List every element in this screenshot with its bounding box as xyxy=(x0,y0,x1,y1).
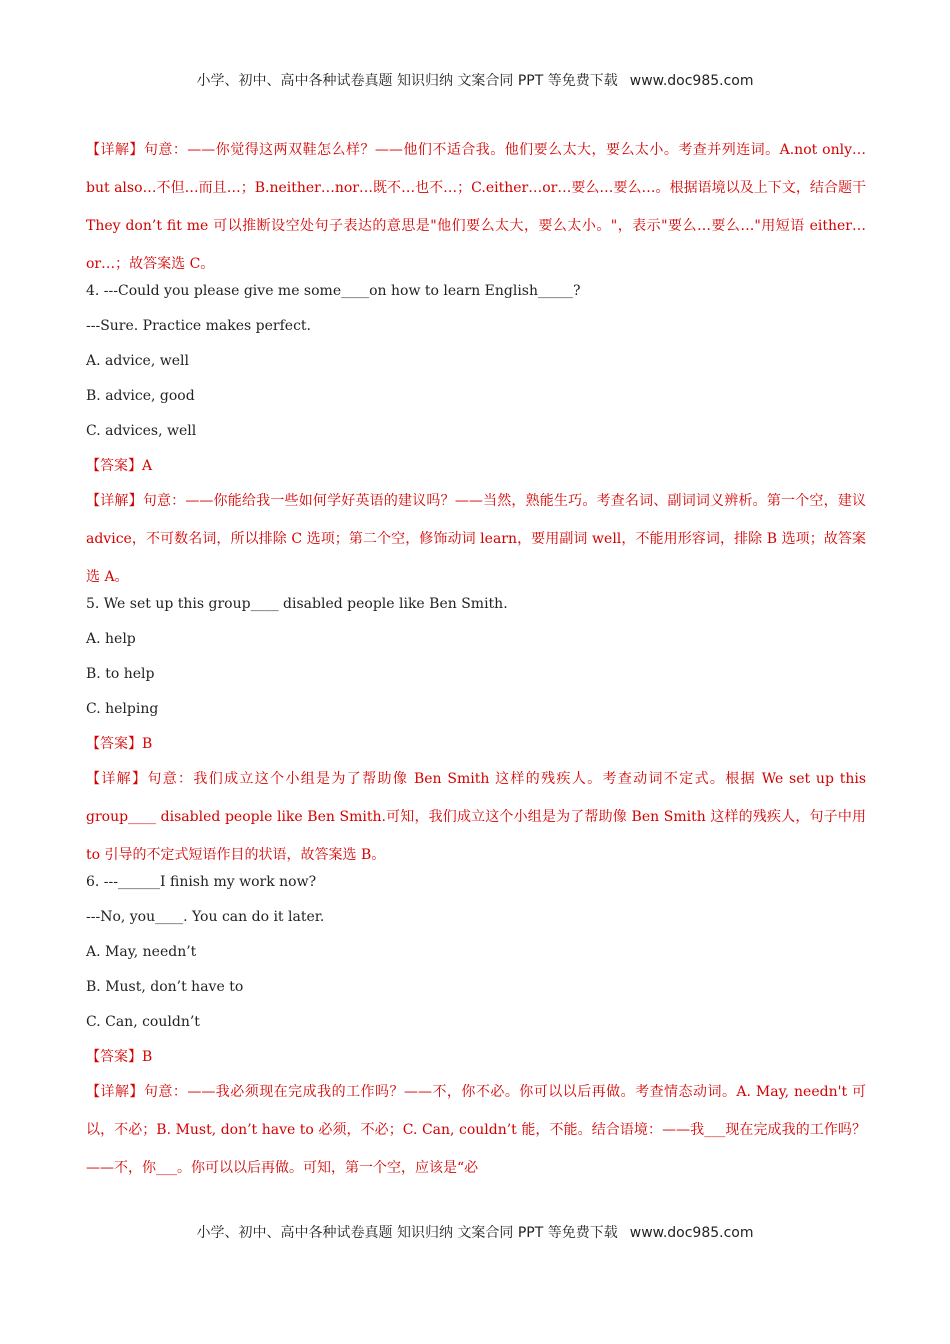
document-body xyxy=(86,140,866,1185)
explanation-block xyxy=(86,482,866,596)
question-dialogue: ---No, you____. You can do it later. xyxy=(86,909,325,925)
header-site: www.doc985.com xyxy=(629,73,754,89)
option-c: C. advices, well xyxy=(86,423,197,439)
option-a: A. May, needn’t xyxy=(86,944,197,960)
answer-line xyxy=(86,1047,866,1067)
page-footer xyxy=(0,1222,950,1242)
explanation-text: 句意：——我必须现在完成我的工作吗？——不，你不必。你可以以后再做。考查情态动词。A. May, needn't 可以，不必；B. Must, don’t have to 必须，不必；C. Can, couldn’t 能，不能。结合语境：——我___现在完成我的工作吗？——不，你___。你可以以后再做。可知，第一个空，应该是“必 xyxy=(86,1084,866,1176)
footer-text: 小学、初中、高中各种试卷真题 知识归纳 文案合同 PPT 等免费下载 xyxy=(196,1225,618,1241)
option-c: C. helping xyxy=(86,701,159,717)
header-text: 小学、初中、高中各种试卷真题 知识归纳 文案合同 PPT 等免费下载 xyxy=(196,73,618,89)
explanation-text: 句意：我们成立这个小组是为了帮助像 Ben Smith 这样的残疾人。考查动词不定式。根据 We set up this group____ disabled people like Ben Smith.可知，我们成立这个小组是为了帮助像 Ben Smith 这样的残疾人，句子中用 to 引导的不定式短语作目的状语，故答案选 B。 xyxy=(86,771,867,863)
answer-line xyxy=(86,734,866,754)
question-stem: 4. ---Could you please give me some____on how to learn English_____? xyxy=(86,283,581,299)
option-b: B. advice, good xyxy=(86,388,195,404)
explanation-block xyxy=(86,131,866,283)
page-header xyxy=(0,70,950,90)
option-a: A. help xyxy=(86,631,136,647)
explanation-text: 句意：——你能给我一些如何学好英语的建议吗？——当然，熟能生巧。考查名词、副词词义辨析。第一个空，建议 advice，不可数名词，所以排除 C 选项；第二个空，修饰动词 learn，要用副词 well，不能用形容词，排除 B 选项；故答案选 A。 xyxy=(86,493,867,585)
option-a: A. advice, well xyxy=(86,353,189,369)
answer-value: B xyxy=(142,1049,153,1065)
question-stem: 5. We set up this group____ disabled people like Ben Smith. xyxy=(86,596,508,612)
option-b: B. Must, don’t have to xyxy=(86,979,244,995)
explanation-block xyxy=(86,760,866,874)
explanation-label: 【详解】 xyxy=(86,142,144,158)
answer-label: 【答案】 xyxy=(86,736,142,752)
answer-line xyxy=(86,456,866,476)
question-dialogue: ---Sure. Practice makes perfect. xyxy=(86,318,312,334)
explanation-label: 【详解】 xyxy=(86,771,148,787)
explanation-block xyxy=(86,1073,866,1187)
explanation-label: 【详解】 xyxy=(86,493,143,509)
option-b: B. to help xyxy=(86,666,155,682)
answer-label: 【答案】 xyxy=(86,458,142,474)
option-c: C. Can, couldn’t xyxy=(86,1014,200,1030)
answer-value: A xyxy=(142,458,153,474)
explanation-label: 【详解】 xyxy=(86,1084,144,1100)
answer-label: 【答案】 xyxy=(86,1049,142,1065)
answer-value: B xyxy=(142,736,153,752)
footer-site: www.doc985.com xyxy=(629,1225,754,1241)
explanation-text: 句意：——你觉得这两双鞋怎么样？——他们不适合我。他们要么太大，要么太小。考查并列连词。A.not only…but also…不但…而且…；B.neither…nor…既不…也不…；C.either…or…要么…要么…。根据语境以及上下文，结合题干 They don’t fit me 可以推断设空处句子表达的意思是"他们要么太大，要么太小。"，表示"要么…要么…"用短语 either…or…；故答案选 C。 xyxy=(86,142,867,272)
question-stem: 6. ---______I finish my work now? xyxy=(86,874,317,890)
